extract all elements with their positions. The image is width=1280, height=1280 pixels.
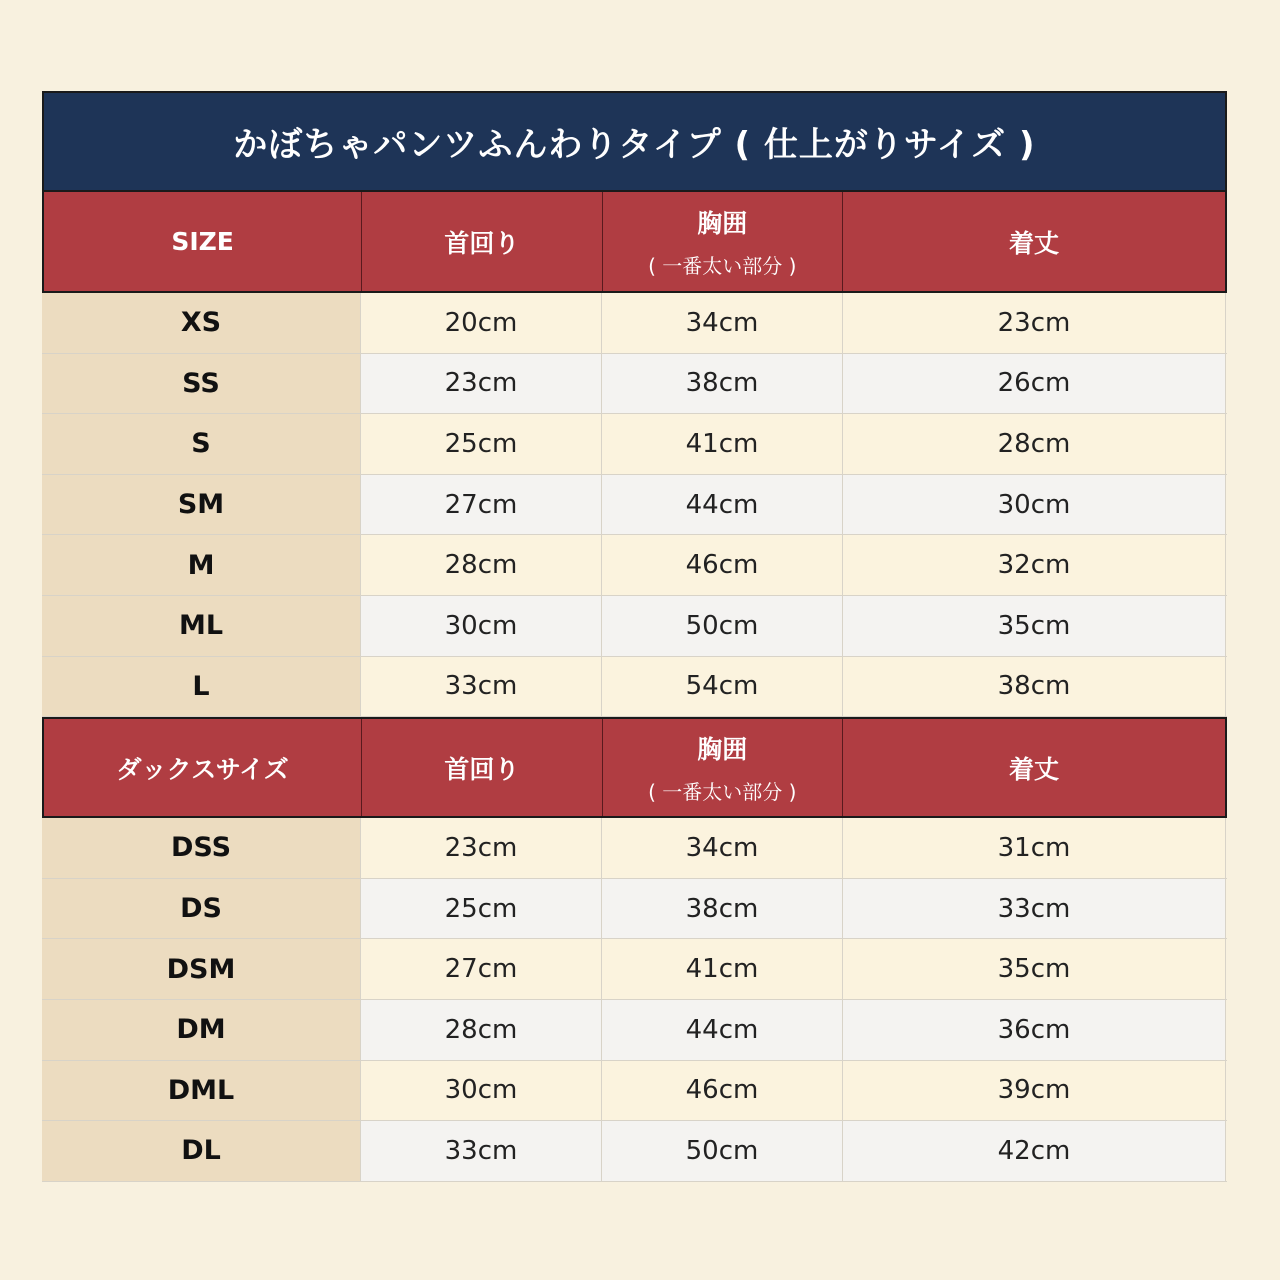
length-cell: 28cm — [843, 414, 1226, 474]
chest-cell: 50cm — [602, 1121, 843, 1181]
size-cell: DM — [42, 1000, 361, 1060]
size-cell: S — [42, 414, 361, 474]
size-cell: XS — [42, 293, 361, 353]
table-row — [42, 939, 1227, 1000]
table-row — [42, 535, 1227, 596]
neck-cell: 20cm — [361, 293, 602, 353]
header-chest — [603, 192, 843, 291]
header-neck: 首回り — [362, 719, 602, 816]
standard-size-rows — [42, 293, 1227, 717]
length-cell: 42cm — [843, 1121, 1226, 1181]
chart-title: かぼちゃパンツふんわりタイプ ( 仕上がりサイズ ) — [42, 91, 1227, 192]
chest-cell: 54cm — [602, 657, 843, 717]
neck-cell: 28cm — [361, 535, 602, 595]
header-row-dachshund — [42, 717, 1227, 818]
size-cell: DSM — [42, 939, 361, 999]
size-cell: DML — [42, 1061, 361, 1121]
neck-cell: 27cm — [361, 475, 602, 535]
header-neck: 首回り — [362, 192, 602, 291]
length-cell: 33cm — [843, 879, 1226, 939]
chest-cell: 41cm — [602, 939, 843, 999]
header-chest-note: ( 一番太い部分 ) — [648, 780, 797, 805]
table-row — [42, 1061, 1227, 1122]
length-cell: 31cm — [843, 818, 1226, 878]
table-row — [42, 354, 1227, 415]
length-cell: 38cm — [843, 657, 1226, 717]
chest-cell: 38cm — [602, 879, 843, 939]
size-cell: M — [42, 535, 361, 595]
neck-cell: 33cm — [361, 1121, 602, 1181]
chest-cell: 50cm — [602, 596, 843, 656]
header-chest-label: 胸囲 — [697, 735, 748, 765]
table-row — [42, 596, 1227, 657]
table-row — [42, 475, 1227, 536]
neck-cell: 25cm — [361, 414, 602, 474]
header-length: 着丈 — [1008, 754, 1059, 784]
dachshund-size-rows — [42, 818, 1227, 1182]
length-cell: 35cm — [843, 596, 1226, 656]
header-chest-note: ( 一番太い部分 ) — [648, 254, 797, 278]
length-cell: 35cm — [843, 939, 1226, 999]
header-chest — [603, 719, 843, 816]
neck-cell: 25cm — [361, 879, 602, 939]
header-size: SIZE — [44, 192, 362, 291]
size-cell: L — [42, 657, 361, 717]
header-length: 着丈 — [1008, 228, 1059, 258]
size-chart — [42, 91, 1227, 1182]
length-cell: 30cm — [843, 475, 1226, 535]
table-row — [42, 657, 1227, 718]
header-dachs-size: ダックスサイズ — [44, 719, 362, 816]
size-cell: ML — [42, 596, 361, 656]
length-cell: 23cm — [843, 293, 1226, 353]
length-cell: 32cm — [843, 535, 1226, 595]
table-row — [42, 818, 1227, 879]
table-row — [42, 1121, 1227, 1182]
chest-cell: 38cm — [602, 354, 843, 414]
size-cell: DL — [42, 1121, 361, 1181]
chest-cell: 44cm — [602, 1000, 843, 1060]
chest-cell: 34cm — [602, 818, 843, 878]
chest-cell: 44cm — [602, 475, 843, 535]
chest-cell: 46cm — [602, 1061, 843, 1121]
neck-cell: 30cm — [361, 596, 602, 656]
table-row — [42, 1000, 1227, 1061]
neck-cell: 23cm — [361, 354, 602, 414]
chest-cell: 34cm — [602, 293, 843, 353]
size-cell: DS — [42, 879, 361, 939]
size-cell: SS — [42, 354, 361, 414]
length-cell: 39cm — [843, 1061, 1226, 1121]
header-chest-label: 胸囲 — [697, 209, 748, 238]
chest-cell: 41cm — [602, 414, 843, 474]
chest-cell: 46cm — [602, 535, 843, 595]
neck-cell: 33cm — [361, 657, 602, 717]
header-row-standard — [42, 192, 1227, 293]
table-row — [42, 293, 1227, 354]
size-cell: SM — [42, 475, 361, 535]
length-cell: 26cm — [843, 354, 1226, 414]
neck-cell: 30cm — [361, 1061, 602, 1121]
neck-cell: 28cm — [361, 1000, 602, 1060]
neck-cell: 27cm — [361, 939, 602, 999]
table-row — [42, 414, 1227, 475]
neck-cell: 23cm — [361, 818, 602, 878]
length-cell: 36cm — [843, 1000, 1226, 1060]
table-row — [42, 879, 1227, 940]
size-cell: DSS — [42, 818, 361, 878]
